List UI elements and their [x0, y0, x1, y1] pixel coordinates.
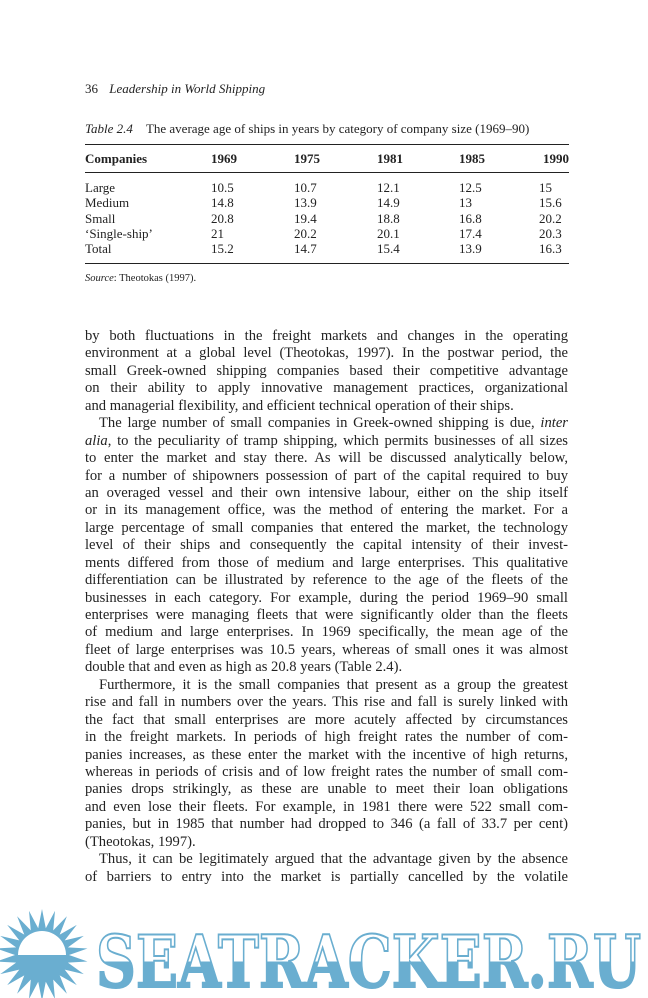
source-text: : Theotokas (1997). — [113, 273, 197, 284]
table-cell: 16.8 — [459, 210, 482, 226]
column-header: 1985 — [459, 151, 485, 166]
text-line — [85, 468, 568, 485]
text-line — [85, 607, 568, 624]
text-line — [85, 712, 568, 729]
table-cell: 15.4 — [377, 241, 400, 257]
line-text: enterprises were managing fleets that were significantly older than the fleets — [85, 607, 568, 623]
table-label: Table 2.4 — [85, 121, 133, 136]
table-cell: 14.9 — [377, 195, 400, 211]
line-text: differentiation can be illustrated by reference to the age of the fleets of the — [85, 572, 568, 589]
line-text: or in its management office, was the method of entering the market. For a — [85, 502, 568, 519]
table-row — [85, 173, 569, 196]
text-line — [85, 572, 568, 589]
table-body — [85, 173, 569, 264]
line-text: and even lose their fleets. For example, in 1981 there were 522 small com- — [85, 798, 568, 815]
table-cell: 14.8 — [211, 195, 234, 211]
column-header: Companies — [85, 151, 148, 166]
text-line — [85, 677, 568, 694]
line-text: panies, but in 1985 that number had dropped to 346 (a fall of 33.7 per cent) — [85, 816, 568, 833]
line-text: panies drops strikingly, as these are unable to meet their loan obligations — [85, 781, 568, 798]
line-text: of barriers to entry into the market is partially cancelled by the volatile — [85, 868, 568, 885]
table-cell: 13.9 — [459, 241, 482, 257]
line-text: Furthermore, it is the small companies that present as a group the greatest — [99, 676, 568, 693]
running-head — [85, 81, 265, 97]
table-cell: 14.7 — [294, 241, 317, 257]
text-line — [85, 345, 568, 362]
row-label: ‘Single-ship’ — [85, 225, 153, 241]
line-text: of medium and large enterprises. In 1969 specifically, the mean age of the — [85, 624, 568, 641]
table-cell: 10.5 — [211, 180, 234, 195]
text-line — [85, 747, 568, 764]
table-row — [85, 226, 569, 241]
table-row — [85, 241, 569, 264]
text-line — [85, 433, 568, 450]
line-text: and managerial flexibility, and efficient technical operation of their ships. — [85, 397, 514, 414]
italic-term: inter — [540, 415, 568, 432]
text-line — [85, 363, 568, 380]
table-header-row — [85, 145, 569, 173]
page-number: 36 — [85, 81, 98, 96]
table-cell: 12.1 — [377, 180, 400, 195]
text-line — [85, 537, 568, 554]
table-cell: 20.1 — [377, 225, 400, 241]
table-cell: 13 — [459, 195, 472, 211]
book-title: Leadership in World Shipping — [109, 81, 266, 96]
column-header: 1975 — [294, 151, 320, 166]
seatracker-watermark-logo — [0, 895, 648, 998]
text-line — [85, 415, 568, 432]
table-cell: 18.8 — [377, 210, 400, 226]
table-caption — [85, 121, 529, 137]
sun-icon — [0, 909, 88, 998]
table-cell: 19.4 — [294, 210, 317, 226]
italic-term: alia — [85, 432, 108, 449]
watermark-text: SEATRACKER.RU — [96, 919, 641, 998]
line-text: ments differed from those of medium and large enterprises. This qualitative — [85, 554, 568, 571]
line-text: panies increases, as these enter the market with the incentive of high returns, — [85, 746, 568, 763]
table-row — [85, 195, 569, 210]
text-line — [85, 624, 568, 641]
table-cell: 20.8 — [211, 210, 234, 226]
line-text: small Greek-owned shipping companies based their competitive advantage — [85, 362, 568, 379]
row-label: Medium — [85, 195, 130, 211]
text-line — [85, 869, 568, 886]
table-cell: 12.5 — [459, 180, 482, 195]
table-cell: 15.2 — [211, 241, 234, 257]
line-text: Thus, it can be legitimately argued that the advantage given by the absence — [99, 851, 568, 868]
line-text: for a number of shipowners possession of part of the capital required to buy — [85, 467, 568, 484]
line-text: whereas in periods of crisis and of low freight rates the number of small com- — [85, 763, 568, 780]
age-of-ships-table — [85, 144, 569, 264]
text-line — [85, 834, 568, 851]
text-line — [85, 659, 568, 676]
line-text: level of their ships and consequently the capital intensity of their invest- — [85, 537, 568, 554]
table-cell: 15.6 — [539, 195, 562, 211]
table-cell: 20.2 — [294, 225, 317, 241]
column-header: 1990 — [543, 151, 569, 166]
table-cell: 15 — [539, 180, 552, 195]
table-source — [85, 273, 196, 284]
row-label: Total — [85, 241, 112, 257]
table-caption-text: The average age of ships in years by category of company size (1969–90) — [145, 121, 530, 136]
text-line — [85, 799, 568, 816]
table-cell: 13.9 — [294, 195, 317, 211]
text-line — [85, 450, 568, 467]
table-cell: 16.3 — [539, 241, 562, 257]
line-text: rise and fall in numbers over the years. This rise and fall is surely linked with — [85, 694, 568, 711]
line-text: environment at a global level (Theotokas, 1997). In the postwar period, the — [85, 345, 568, 362]
column-header: 1981 — [377, 151, 403, 166]
text-line — [85, 520, 568, 537]
line-text: fleet of large enterprises was 10.5 years, whereas of small ones it was almost — [85, 641, 568, 658]
text-line — [85, 642, 568, 659]
text-line — [85, 380, 568, 397]
text-line — [85, 328, 568, 345]
text-line — [85, 590, 568, 607]
table-cell: 17.4 — [459, 225, 482, 241]
source-label: Source — [85, 273, 114, 284]
row-label: Small — [85, 210, 116, 226]
line-text: an overaged vessel and their own intensive labour, either on the ship itself — [85, 484, 568, 501]
table-cell: 21 — [211, 225, 224, 241]
line-text: in the freight markets. In periods of high freight rates the number of com- — [85, 729, 568, 746]
column-header: 1969 — [211, 151, 237, 166]
text-line — [85, 851, 568, 868]
text-line — [85, 729, 568, 746]
line-text: large percentage of small companies that entered the market, the technology — [85, 519, 568, 536]
line-text: (Theotokas, 1997). — [85, 833, 196, 850]
line-text: double that and even as high as 20.8 years (Table 2.4). — [85, 659, 403, 676]
body-text — [85, 328, 568, 886]
text-line — [85, 694, 568, 711]
table-cell: 20.3 — [539, 225, 562, 241]
line-text: businesses in each category. For example, during the period 1969–90 small — [85, 589, 568, 606]
line-text: The large number of small companies in Greek-owned shipping is due, — [99, 415, 541, 432]
table-cell: 10.7 — [294, 180, 317, 195]
text-line — [85, 816, 568, 833]
text-line — [85, 764, 568, 781]
text-line — [85, 398, 568, 415]
line-text: by both fluctuations in the freight markets and changes in the operating — [85, 328, 568, 344]
line-text: on their ability to apply innovative management practices, organizational — [85, 380, 568, 397]
line-text: to enter the market and stay there. As will be discussed analytically below, — [85, 450, 568, 467]
text-line — [85, 485, 568, 502]
line-text: the fact that small enterprises are more acutely affected by circumstances — [85, 711, 568, 728]
text-line — [85, 781, 568, 798]
table-cell: 20.2 — [539, 210, 562, 226]
text-line — [85, 555, 568, 572]
table-row — [85, 211, 569, 226]
row-label: Large — [85, 180, 116, 195]
text-line — [85, 502, 568, 519]
line-text: , to the peculiarity of tramp shipping, which permits businesses of all sizes — [107, 432, 568, 449]
